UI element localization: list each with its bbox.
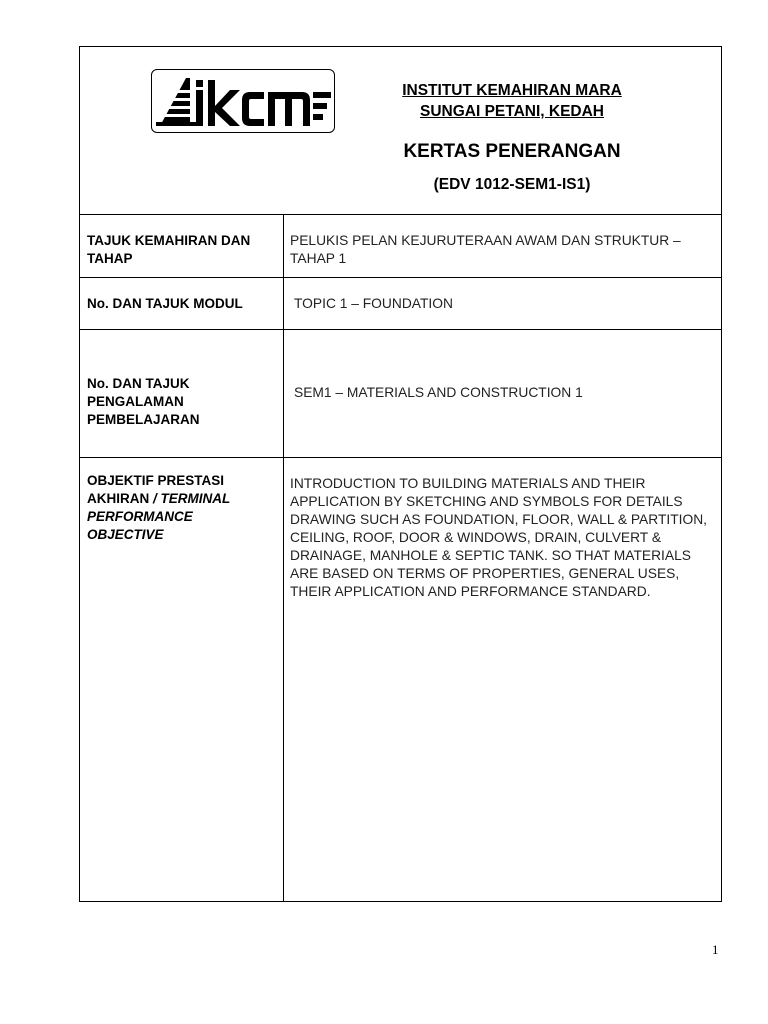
module-value: TOPIC 1 – FOUNDATION — [294, 296, 453, 311]
terminal-objective-label — [87, 472, 257, 544]
skill-title-label: TAJUK KEMAHIRAN DAN TAHAP — [87, 233, 251, 266]
document-title: KERTAS PENERANGAN — [403, 141, 621, 162]
table-row — [80, 330, 721, 458]
table-row — [80, 458, 721, 902]
terminal-objective-value: INTRODUCTION TO BUILDING MATERIALS AND THEIR APPLICATION BY SKETCHING AND SYMBOLS FOR DETAILS DRAWING SUCH AS FOUNDATION, FLOOR, WALL & PARTITION, CEILING, ROOF, DOOR & WINDOWS, DRAIN, CULVERT & DRAINAGE, MANHOLE & SEPTIC TANK. SO THAT MATERIALS ARE BASED ON TERMS OF PROPERTIES, GENERAL USES, THEIR APPLICATION AND PERFORMANCE STANDARD. — [290, 476, 708, 599]
table-row — [80, 278, 721, 330]
page-number: 1 — [712, 942, 719, 957]
ikm-logo — [151, 69, 335, 133]
document-code: (EDV 1012-SEM1-IS1) — [433, 176, 591, 193]
module-label: No. DAN TAJUK MODUL — [87, 296, 243, 311]
terminal-objective-label-english: / TERMINAL PERFORMANCE OBJECTIVE — [87, 491, 231, 542]
institution-location: SUNGAI PETANI, KEDAH — [419, 103, 604, 120]
learning-experience-value: SEM1 – MATERIALS AND CONSTRUCTION 1 — [294, 385, 583, 400]
institution-name: INSTITUT KEMAHIRAN MARA — [402, 82, 622, 99]
table-row — [80, 215, 721, 278]
learning-experience-label: No. DAN TAJUK PENGALAMAN PEMBELAJARAN — [87, 376, 200, 427]
document-header — [80, 47, 721, 215]
terminal-objective-label-malay: OBJEKTIF PRESTASI AKHIRAN — [87, 473, 225, 506]
ikm-logo-icon — [152, 70, 336, 134]
skill-title-value: PELUKIS PELAN KEJURUTERAAN AWAM DAN STRUKTUR – TAHAP 1 — [290, 233, 681, 266]
document-sheet — [79, 46, 722, 902]
